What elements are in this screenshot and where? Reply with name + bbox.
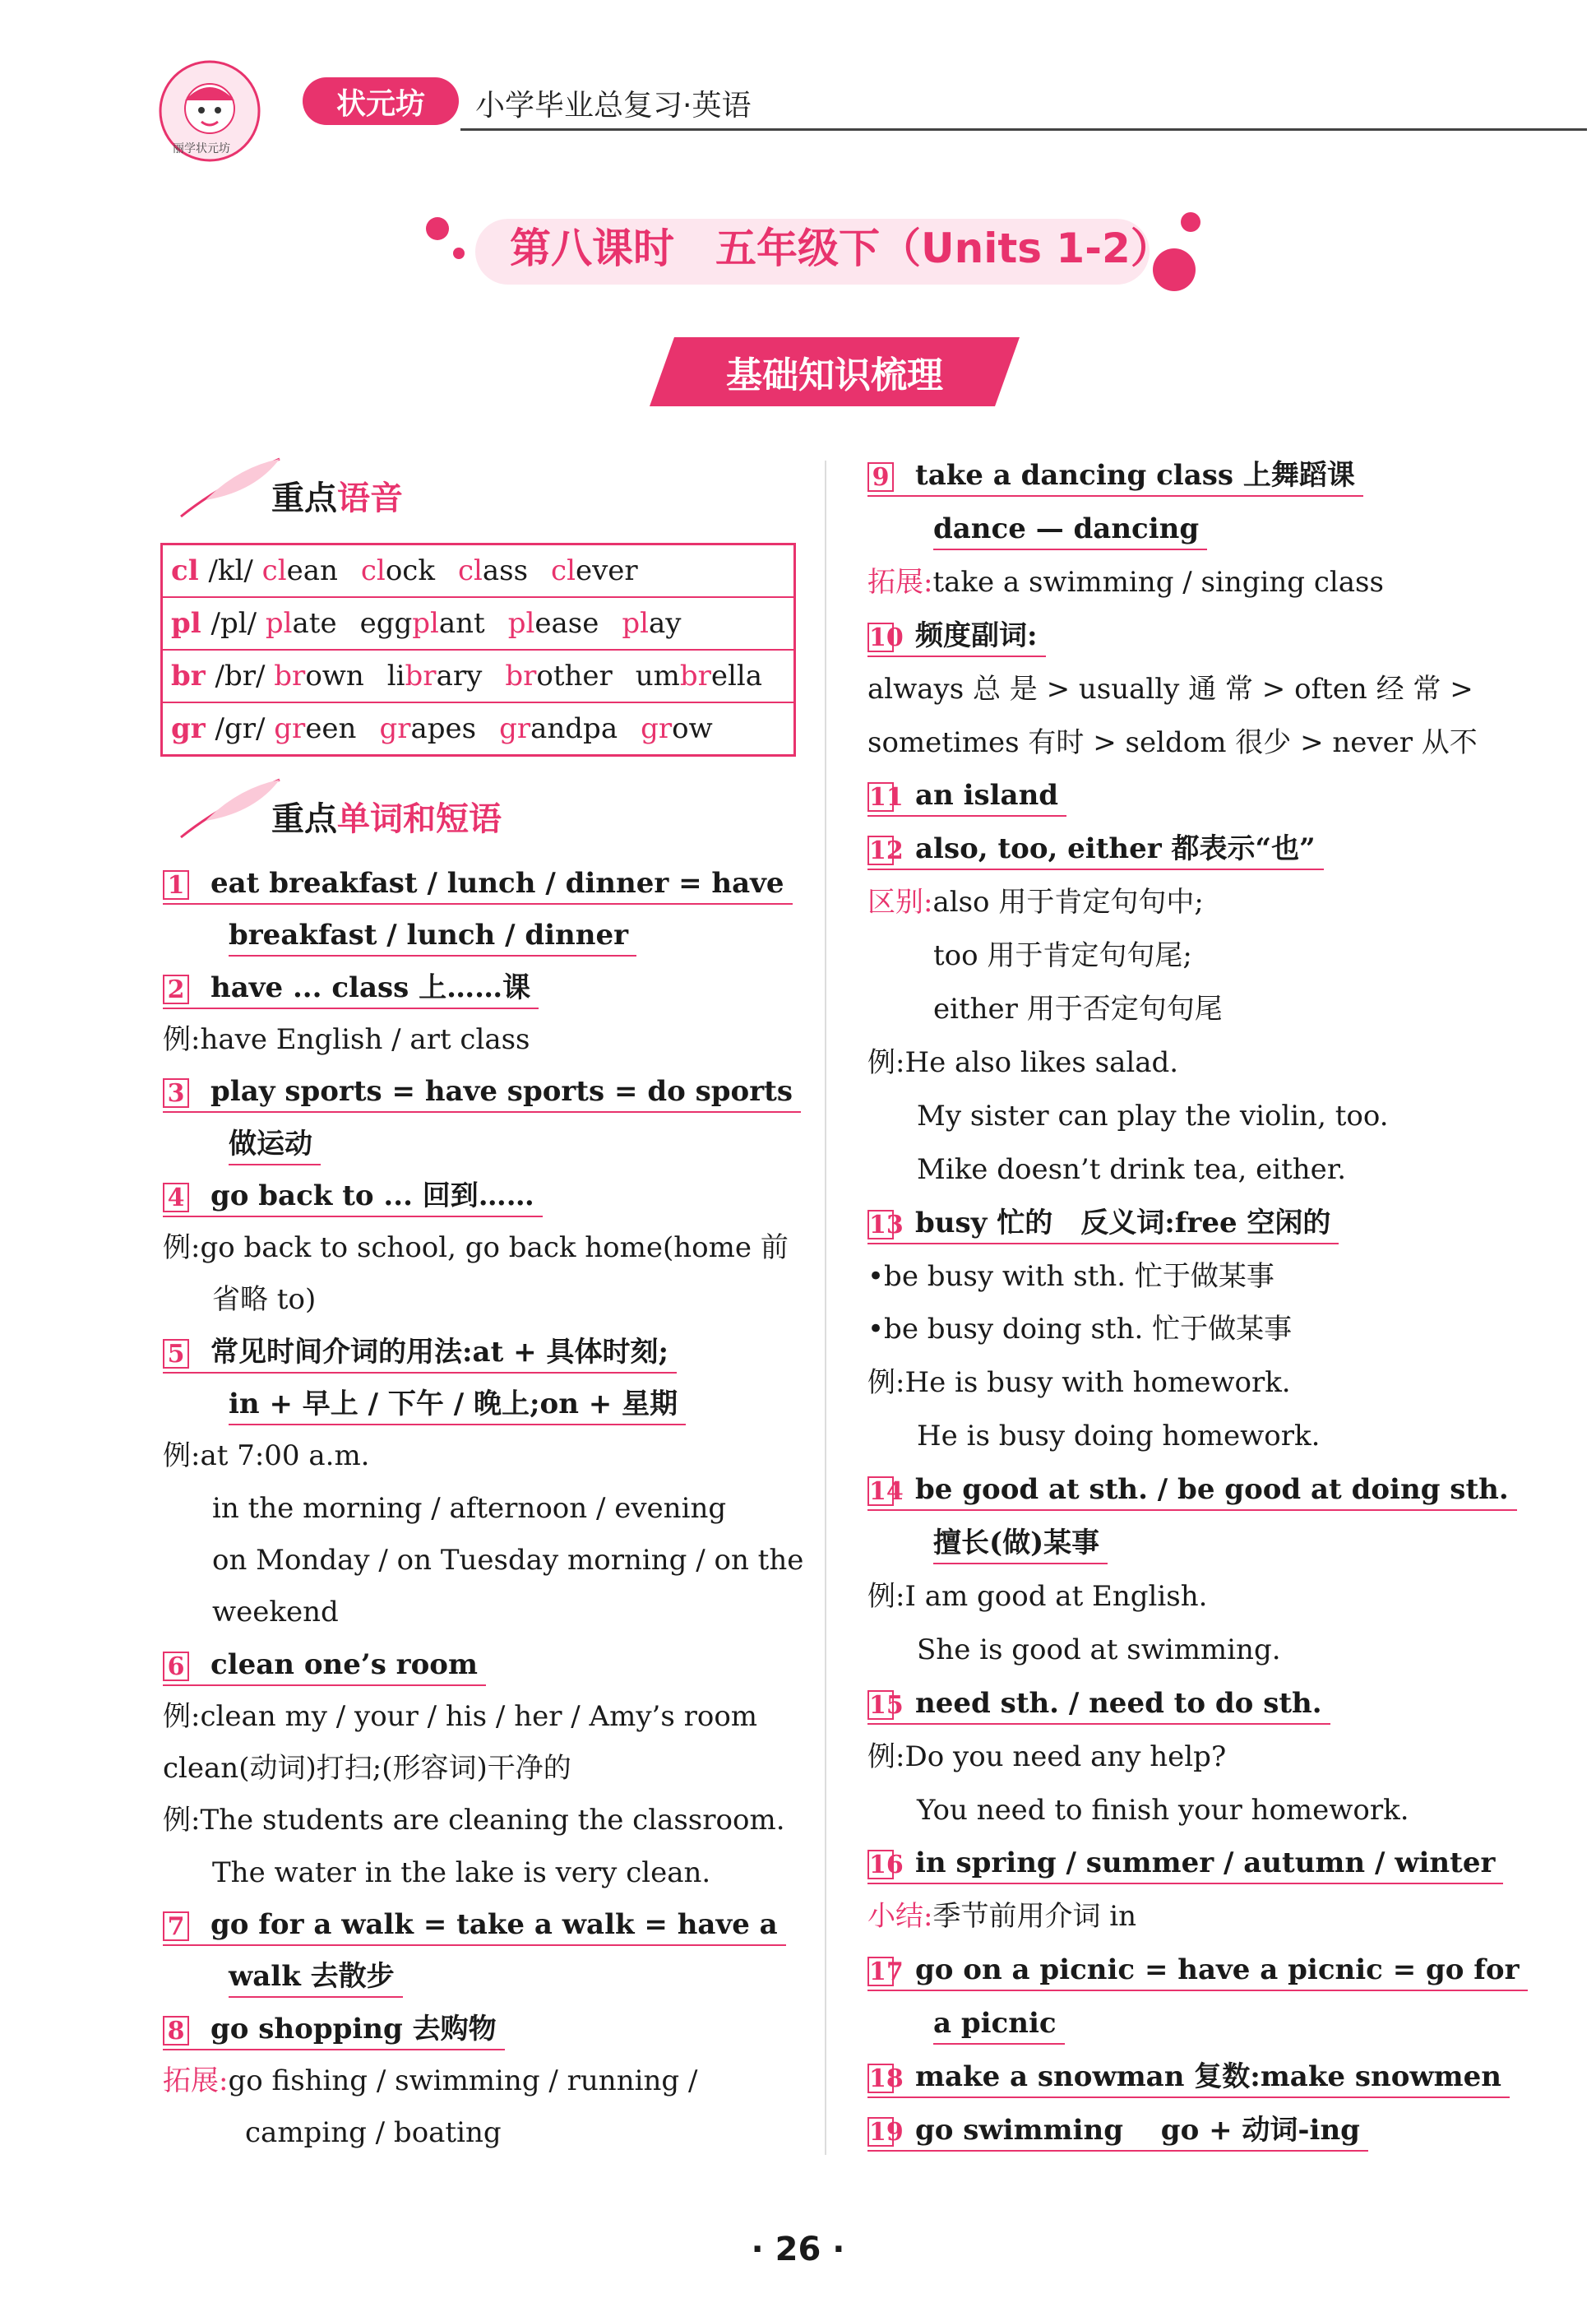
line-text: too 用于肯定句句尾;: [933, 939, 1192, 973]
line-label: 例:: [867, 1579, 905, 1613]
vocab-heading: 重点单词和短语: [271, 800, 502, 838]
sound-letters: pl: [171, 607, 211, 640]
line-text: clean my / your / his / her / Amy’s room: [200, 1699, 758, 1733]
phonics-word: clock: [360, 554, 435, 587]
entry-heading: [163, 970, 530, 1006]
line-text: •be busy with sth. 忙于做某事: [867, 1259, 1274, 1293]
text-line: [212, 1542, 803, 1578]
example-line: [867, 1364, 1291, 1401]
entry-underline: [933, 1563, 1108, 1564]
phonics-word: green: [274, 712, 357, 745]
line-label: 例:: [163, 1022, 201, 1056]
line-text: Do you need any help?: [904, 1740, 1227, 1773]
entry-number: 13: [869, 1210, 904, 1239]
entry-underline: [163, 1216, 543, 1217]
ipa: /kl/: [208, 554, 262, 587]
example-line: [867, 1739, 1226, 1775]
line-text: Mike doesn’t drink tea, either.: [917, 1152, 1347, 1186]
text-line: [229, 1126, 312, 1162]
text-line: [867, 1258, 1274, 1295]
entry-heading: [867, 777, 1058, 813]
example-line: [163, 1698, 757, 1735]
phonics-word: please: [507, 607, 599, 640]
entry-number: 14: [869, 1477, 904, 1507]
line-text: also 用于肯定句句中;: [932, 886, 1204, 920]
line-text: go fishing / swimming / running /: [228, 2064, 698, 2097]
lesson-title: 第八课时 五年级下（Units 1-2）: [510, 225, 1172, 272]
phonics-table: [160, 543, 796, 757]
text-line: [212, 1281, 316, 1318]
line-text: at 7:00 a.m.: [200, 1439, 370, 1473]
entry-heading: [867, 1685, 1322, 1721]
quill-pen-icon: [173, 451, 288, 525]
line-label: 例:: [867, 1740, 905, 1773]
text-line: [212, 1855, 710, 1891]
entry-number: 17: [869, 1957, 904, 1987]
entry-underline: [867, 815, 1066, 817]
entry-underline: [229, 1424, 686, 1425]
phonics-row: [162, 650, 795, 702]
line-label: 例:: [867, 1045, 905, 1079]
line-text: camping / boating: [245, 2116, 502, 2150]
entry-underline: [867, 1723, 1330, 1725]
line-text: 省略 to): [212, 1283, 317, 1317]
line-text: go back to school, go back home(home 前: [200, 1231, 789, 1265]
line-text: You need to finish your homework.: [917, 1793, 1409, 1827]
entry-number: 12: [869, 836, 904, 866]
line-text: The water in the lake is very clean.: [212, 1856, 711, 1889]
phonics-word: library: [386, 660, 483, 693]
phonics-word: play: [622, 607, 682, 640]
entry-heading: [163, 1178, 534, 1214]
brand-badge: 状元坊: [303, 77, 459, 125]
line-text: 常见时间介词的用法:at + 具体时刻;: [210, 1335, 668, 1369]
line-label: 拓展:: [163, 2064, 229, 2097]
entry-underline: [867, 869, 1324, 870]
text-line: [933, 938, 1192, 974]
line-text: dance — dancing: [933, 512, 1200, 545]
entry-heading: [163, 1907, 778, 1943]
line-text: go for a walk = take a walk = have a: [210, 1908, 778, 1941]
line-text: 擅长(做)某事: [933, 1527, 1100, 1559]
example-line: [867, 884, 1204, 920]
text-line: [229, 917, 628, 953]
entry-heading: [867, 1845, 1495, 1881]
line-text: 频度副词:: [915, 619, 1038, 652]
entry-number: 1: [163, 870, 189, 900]
example-line: [867, 1578, 1207, 1615]
entry-number: 6: [163, 1652, 189, 1681]
text-line: [917, 1151, 1346, 1188]
column-divider: [825, 461, 826, 2155]
text-line: [245, 2115, 502, 2151]
entry-heading: [867, 2059, 1501, 2095]
line-text: have ... class 上……课: [210, 971, 531, 1004]
line-text: a picnic: [933, 2007, 1057, 2041]
line-label: 例:: [163, 1439, 201, 1473]
entry-heading: [163, 1073, 793, 1110]
text-line: [933, 511, 1199, 547]
line-label: 小结:: [867, 1900, 933, 1934]
entry-underline: [163, 1008, 539, 1009]
entry-number: 4: [163, 1183, 189, 1212]
entry-heading: [867, 1952, 1520, 1988]
entry-underline: [933, 549, 1207, 550]
line-text: go shopping 去购物: [210, 2012, 497, 2045]
sound-letters: br: [171, 660, 215, 693]
line-text: on Monday / on Tuesday morning / on the: [212, 1543, 804, 1577]
text-line: [867, 1311, 1292, 1347]
entry-underline: [867, 2096, 1510, 2098]
entry-heading: [867, 457, 1355, 493]
line-text: I am good at English.: [904, 1579, 1208, 1613]
example-line: [163, 1802, 785, 1838]
text-line: [229, 1958, 395, 1995]
line-label: 例:: [163, 1231, 201, 1265]
entry-number: 11: [869, 783, 904, 813]
example-line: [867, 564, 1384, 600]
text-line: [229, 1386, 678, 1422]
line-text: breakfast / lunch / dinner: [229, 919, 629, 952]
line-text: have English / art class: [200, 1022, 530, 1056]
entry-underline: [163, 2049, 505, 2050]
entry-underline: [163, 903, 793, 905]
line-text: He is busy with homework.: [904, 1366, 1291, 1400]
line-text: go swimming go + 动词-ing: [915, 2113, 1360, 2147]
line-label: 拓展:: [867, 565, 933, 599]
entry-heading: [163, 2011, 497, 2047]
ipa: /pl/: [210, 607, 266, 640]
entry-heading: [867, 618, 1038, 654]
line-text: clean one’s room: [210, 1647, 478, 1681]
line-text: go back to ... 回到……: [210, 1179, 534, 1212]
example-line: [867, 1045, 1178, 1081]
header-rule: [460, 128, 1587, 131]
line-label: 例:: [163, 1699, 201, 1733]
line-text: weekend: [212, 1596, 339, 1629]
entry-underline: [867, 1243, 1339, 1244]
entry-number: 18: [869, 2064, 904, 2093]
phonics-word: grow: [641, 712, 713, 745]
text-line: [933, 1525, 1099, 1561]
entry-number: 2: [163, 975, 189, 1004]
entry-underline: [867, 1509, 1517, 1511]
example-line: [163, 2063, 697, 2099]
entry-heading: [867, 1205, 1330, 1241]
entry-underline: [229, 1164, 321, 1165]
entry-number: 10: [869, 623, 904, 652]
line-text: He also likes salad.: [904, 1045, 1179, 1079]
line-text: busy 忙的 反义词:free 空闲的: [915, 1206, 1331, 1239]
text-line: [917, 1632, 1281, 1668]
phonics-word: grapes: [379, 712, 477, 745]
line-text: The students are cleaning the classroom.: [200, 1804, 785, 1837]
entry-number: 8: [163, 2016, 189, 2045]
line-text: make a snowman 复数:make snowmen: [915, 2060, 1501, 2093]
section-title: 基础知识梳理: [726, 354, 943, 396]
example-line: [163, 1230, 789, 1266]
text-line: [917, 1098, 1389, 1134]
entry-underline: [867, 2150, 1368, 2152]
entry-underline: [163, 1111, 801, 1113]
line-text: in + 早上 / 下午 / 晚上;on + 星期: [229, 1388, 678, 1420]
entry-heading: [867, 1471, 1509, 1508]
line-text: 季节前用介词 in: [932, 1900, 1137, 1934]
line-text: take a swimming / singing class: [932, 565, 1384, 599]
quill-pen-icon: [173, 771, 288, 846]
phonics-word: brown: [274, 660, 364, 693]
line-text: an island: [915, 779, 1059, 813]
line-text: 做运动: [229, 1127, 312, 1161]
entry-heading: [163, 1334, 668, 1370]
line-text: in spring / summer / autumn / winter: [915, 1846, 1496, 1880]
entry-heading: [867, 831, 1316, 867]
entry-heading: [867, 2112, 1360, 2148]
phonics-word: eggplant: [359, 607, 485, 640]
entry-number: 3: [163, 1078, 189, 1108]
line-text: always 总 是 > usually 通 常 > often 经 常 >: [867, 672, 1473, 706]
line-text: play sports = have sports = do sports: [210, 1075, 793, 1109]
phonics-row: [162, 597, 795, 650]
phonics-word: brother: [505, 660, 613, 693]
sound-letters: cl: [171, 554, 209, 587]
phonics-word: umbrella: [635, 660, 763, 693]
example-line: [163, 1438, 370, 1474]
entry-number: 7: [163, 1911, 189, 1941]
phonics-word: clever: [551, 554, 638, 587]
text-line: [933, 2005, 1057, 2041]
entry-underline: [229, 1996, 403, 1998]
phonics-row: [162, 544, 795, 598]
line-text: sometimes 有时 > seldom 很少 > never 从不: [867, 725, 1478, 759]
text-line: [867, 671, 1473, 707]
line-text: be good at sth. / be good at doing sth.: [915, 1473, 1509, 1507]
line-text: eat breakfast / lunch / dinner = have: [210, 867, 784, 900]
text-line: [163, 1750, 571, 1786]
text-line: [933, 991, 1223, 1027]
phonics-heading: 重点语音: [271, 480, 403, 517]
line-text: need sth. / need to do sth.: [915, 1686, 1322, 1720]
phonics-word: clean: [261, 554, 338, 587]
entry-number: 19: [869, 2117, 904, 2147]
line-text: •be busy doing sth. 忙于做某事: [867, 1313, 1293, 1346]
phonics-word: grandpa: [499, 712, 618, 745]
example-line: [163, 1022, 530, 1058]
entry-number: 16: [869, 1851, 904, 1880]
entry-underline: [867, 495, 1363, 497]
text-line: [867, 725, 1478, 761]
line-text: also, too, either 都表示“也”: [915, 832, 1316, 866]
entry-number: 9: [867, 462, 894, 492]
phonics-word: class: [457, 554, 529, 587]
text-line: [917, 1418, 1320, 1454]
entry-underline: [867, 1990, 1528, 1991]
entry-number: 5: [163, 1339, 189, 1369]
ipa: /br/: [215, 660, 275, 693]
sound-letters: gr: [171, 712, 215, 745]
entry-number: 15: [869, 1690, 904, 1720]
line-text: clean(动词)打扫;(形容词)干净的: [163, 1752, 571, 1786]
line-text: She is good at swimming.: [917, 1633, 1281, 1666]
entry-underline: [867, 1883, 1503, 1884]
line-text: go on a picnic = have a picnic = go for: [915, 1953, 1520, 1987]
entry-heading: [163, 1647, 478, 1683]
text-line: [212, 1594, 339, 1630]
entry-underline: [163, 1684, 486, 1686]
line-text: in the morning / afternoon / evening: [212, 1491, 727, 1525]
line-label: 例:: [163, 1804, 201, 1837]
line-text: walk 去散步: [229, 1960, 395, 1994]
line-text: take a dancing class 上舞蹈课: [915, 459, 1355, 492]
book-title: 小学毕业总复习·英语: [475, 89, 752, 123]
line-text: My sister can play the violin, too.: [917, 1099, 1389, 1133]
entry-underline: [229, 955, 636, 957]
page-number: · 26 ·: [751, 2231, 845, 2268]
text-line: [212, 1490, 726, 1527]
entry-underline: [933, 2043, 1065, 2045]
phonics-row: [162, 702, 795, 756]
line-text: He is busy doing homework.: [917, 1420, 1321, 1453]
line-label: 例:: [867, 1366, 905, 1400]
line-label: 区别:: [867, 886, 933, 920]
entry-underline: [163, 1944, 786, 1946]
text-line: [917, 1792, 1409, 1828]
logo-caption: 丽学状元坊: [173, 142, 230, 155]
entry-underline: [867, 656, 1046, 657]
example-line: [867, 1898, 1136, 1934]
entry-underline: [163, 1372, 677, 1374]
entry-heading: [163, 865, 784, 901]
line-text: either 用于否定句句尾: [933, 993, 1223, 1026]
ipa: /gr/: [215, 712, 275, 745]
phonics-word: plate: [265, 607, 337, 640]
